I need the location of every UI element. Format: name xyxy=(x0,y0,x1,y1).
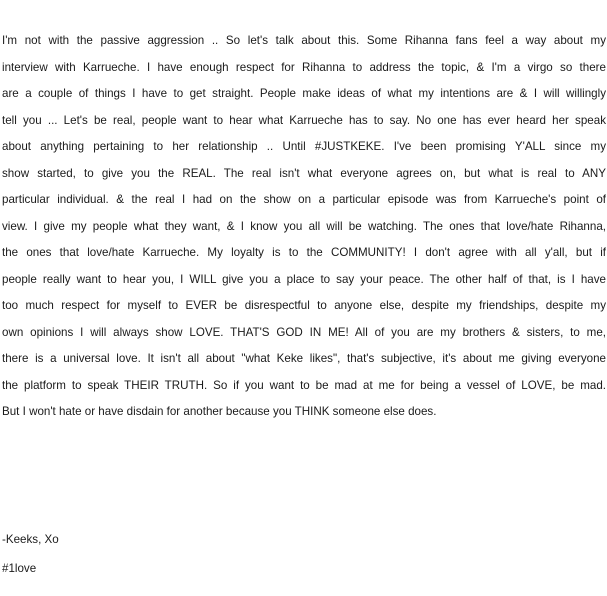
letter-line: there is a universal love. It isn't all about "what Keke likes", that's subjective, it's about me giving everyone xyxy=(2,352,606,365)
letter-line: particular individual. & the real I had on the show on a particular episode was from Karrueche's point of xyxy=(2,193,606,206)
letter-line: But I won't hate or have disdain for another because you THINK someone else does. xyxy=(2,405,437,418)
signature: -Keeks, Xo xyxy=(2,533,59,546)
letter-line: view. I give my people what they want, & I know you all will be watching. The ones that love/hate Rihanna, xyxy=(2,219,606,233)
letter-line: are a couple of things I have to get straight. People make ideas of what my intentions are & I will willingly xyxy=(2,87,606,100)
letter-body xyxy=(2,28,606,426)
letter-line: too much respect for myself to EVER be disrespectful to anyone else, despite my friendships, despite my xyxy=(2,299,606,312)
hashtag: #1love xyxy=(2,562,37,575)
letter-line: own opinions I will always show LOVE. THAT'S GOD IN ME! All of you are my brothers & sisters, to me, xyxy=(2,325,606,339)
letter-line: about anything pertaining to her relationship .. Until #JUSTKEKE. I've been promising Y'ALL since my xyxy=(2,140,606,153)
letter-line: the platform to speak THEIR TRUTH. So if you want to be mad at me for being a vessel of LOVE, be mad. xyxy=(2,378,606,392)
letter-line: tell you ... Let's be real, people want to hear what Karrueche has to say. No one has ever heard her speak xyxy=(2,113,606,127)
letter-line: the ones that love/hate Karrueche. My loyalty is to the COMMUNITY! I don't agree with all y'all, but if xyxy=(2,246,606,259)
letter-line: show started, to give you the REAL. The real isn't what everyone agrees on, but what is real to ANY xyxy=(2,166,606,180)
letter-line: I'm not with the passive aggression .. So let's talk about this. Some Rihanna fans feel a way about my xyxy=(2,34,606,47)
letter-line: interview with Karrueche. I have enough respect for Rihanna to address the topic, & I'm a virgo so there xyxy=(2,60,606,74)
letter-line: people really want to hear you, I WILL give you a place to say your peace. The other half of that, is I have xyxy=(2,272,606,286)
